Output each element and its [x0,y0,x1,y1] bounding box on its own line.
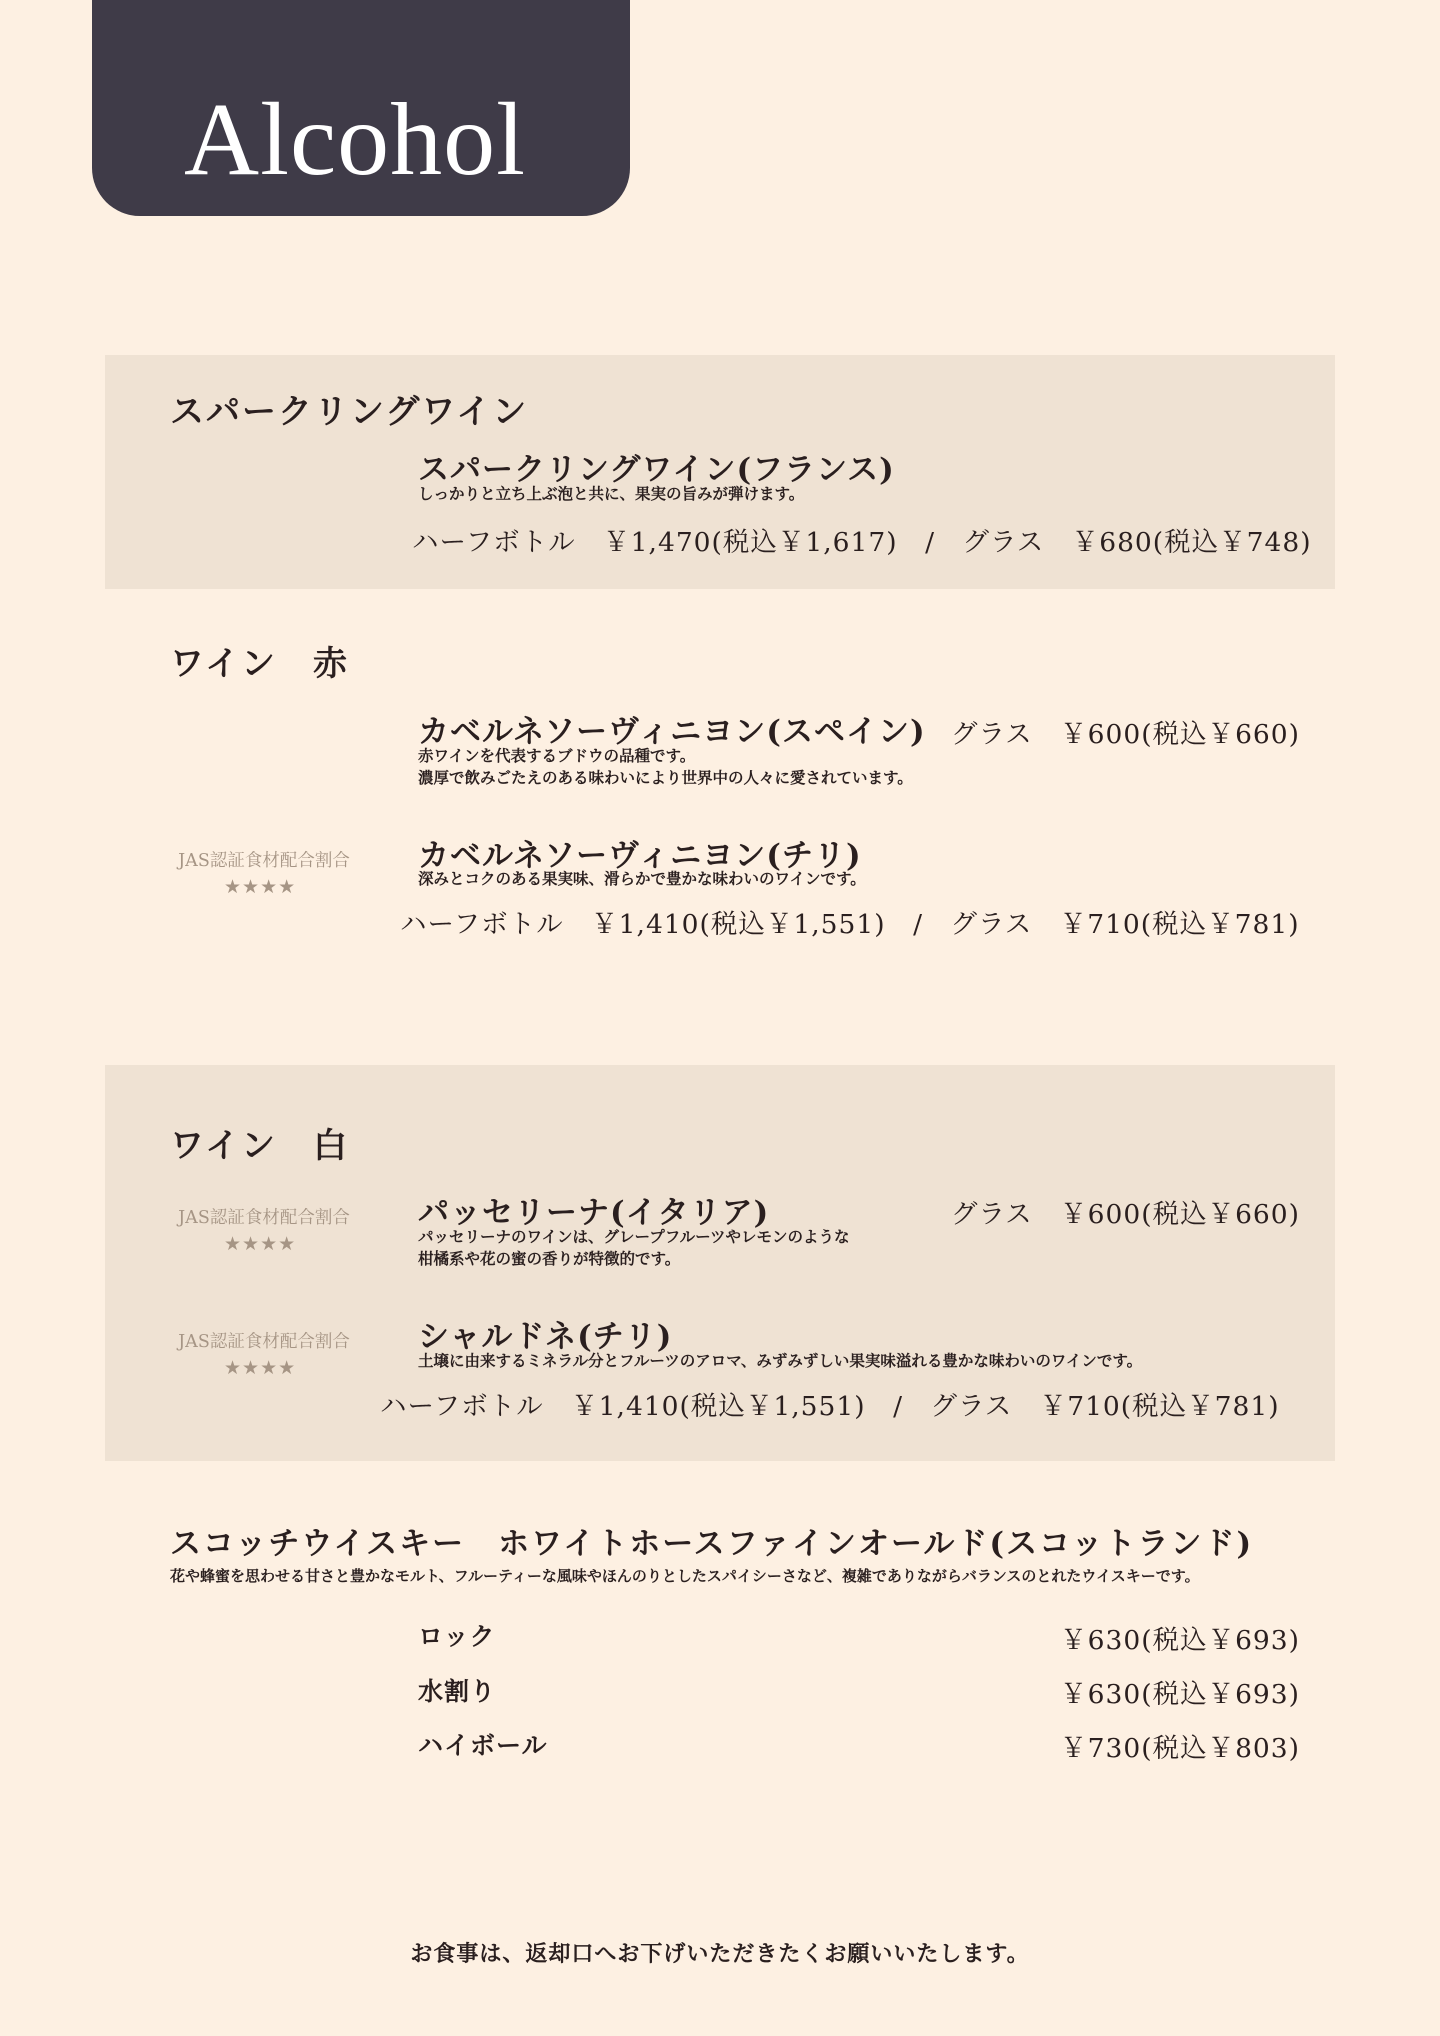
white-item-2-name: シャルドネ(チリ) [418,1319,673,1355]
jas-stars: ★★★★ [224,1357,297,1379]
sparkling-item-desc: しっかりと立ち上ぶ泡と共に、果実の旨みが弾けます。 [418,484,805,503]
jas-badge: JAS認証食材配合割合 [178,851,350,871]
whisky-desc: 花や蜂蜜を思わせる甘さと豊かなモルト、フルーティーな風味やほんのりとしたスパイシーさなど、複雑でありながらバランスのとれたウイスキーです。 [170,1567,1200,1585]
jas-stars: ★★★★ [224,876,297,898]
whisky-option-price: ￥630(税込￥693) [1060,1679,1300,1710]
jas-badge: JAS認証食材配合割合 [178,1332,350,1352]
white-item-1-name: パッセリーナ(イタリア) [418,1195,770,1231]
whisky-section-title: スコッチウイスキー ホワイトホースファインオールド(スコットランド) [170,1526,1254,1562]
title-tab [92,0,630,216]
whisky-option-price: ￥630(税込￥693) [1060,1625,1300,1656]
red-item-2-price: ハーフボトル ￥1,410(税込￥1,551) / グラス ￥710(税込￥781) [400,909,1300,940]
footer-note: お食事は、返却口へお下げいただきたくお願いいたします。 [410,1941,1030,1967]
white-item-1-desc: パッセリーナのワインは、グレープフルーツやレモンのような [418,1227,850,1246]
white-item-1-price: グラス ￥600(税込￥660) [950,1199,1300,1230]
sparkling-section-title: スパークリングワイン [170,392,529,432]
sparkling-item-name: スパークリングワイン(フランス) [418,452,895,488]
jas-badge: JAS認証食材配合割合 [178,1208,350,1228]
sparkling-item-price: ハーフボトル ￥1,470(税込￥1,617) / グラス ￥680(税込￥748) [412,527,1312,558]
whisky-option-name: ハイボール [418,1731,548,1760]
white-item-2-price: ハーフボトル ￥1,410(税込￥1,551) / グラス ￥710(税込￥781) [380,1391,1280,1422]
red-item-1-desc: 赤ワインを代表するブドウの品種です。 [418,746,696,765]
red-item-1-name: カベルネソーヴィニヨン(スペイン) [418,714,926,750]
whisky-option-price: ￥730(税込￥803) [1060,1733,1300,1764]
red-item-2-desc: 深みとコクのある果実味、滑らかで豊かな味わいのワインです。 [418,869,866,888]
whisky-option-name: ロック [418,1622,496,1651]
red-item-2-name: カベルネソーヴィニヨン(チリ) [418,838,862,874]
jas-stars: ★★★★ [224,1233,297,1255]
white-section-title: ワイン 白 [170,1126,349,1166]
red-item-1-price: グラス ￥600(税込￥660) [950,719,1300,750]
red-section-title: ワイン 赤 [170,644,349,684]
white-item-1-desc: 柑橘系や花の蜜の香りが特徴的です。 [418,1249,681,1268]
white-item-2-desc: 土壌に由来するミネラル分とフルーツのアロマ、みずみずしい果実味溢れる豊かな味わいのワインです。 [418,1351,1143,1370]
whisky-option-name: 水割り [418,1677,497,1706]
red-item-1-desc: 濃厚で飲みごたえのある味わいにより世界中の人々に愛されています。 [418,768,913,787]
page-title: Alcohol [184,82,527,197]
